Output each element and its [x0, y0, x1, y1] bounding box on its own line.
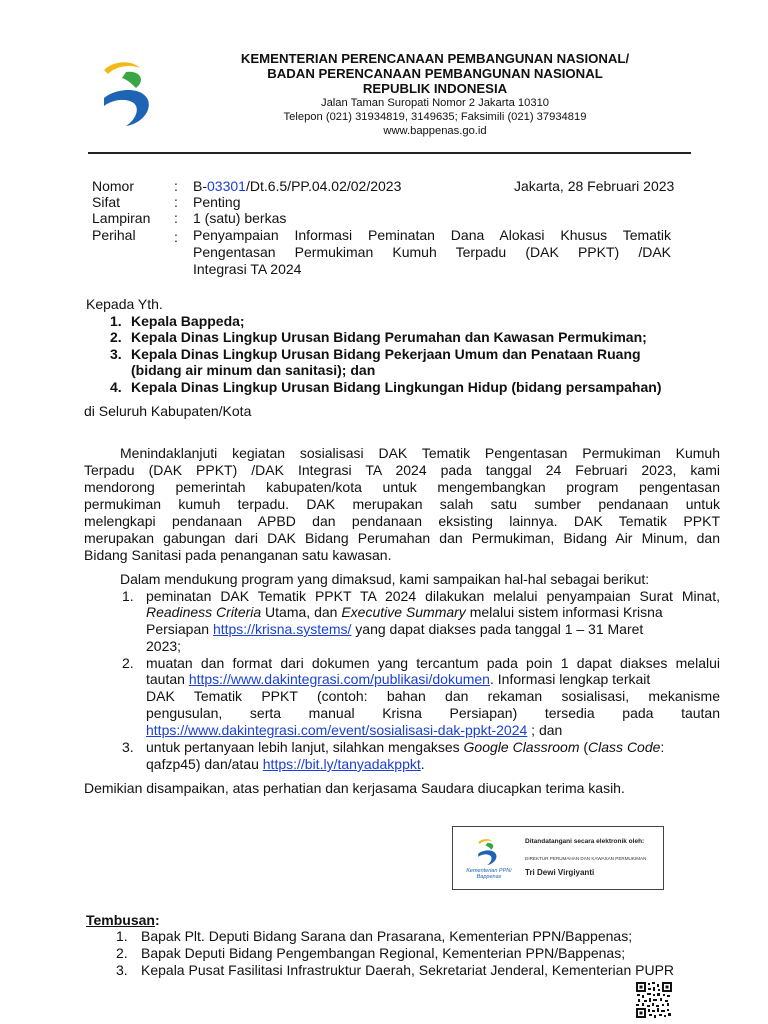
point2-num: 2. — [122, 655, 134, 671]
header-divider — [88, 152, 691, 154]
cc-item-1: Bapak Plt. Deputi Bidang Sarana dan Prasarana, Kementerian PPN/Bappenas; — [141, 928, 633, 944]
letter-date: Jakarta, 28 Februari 2023 — [514, 178, 675, 194]
krisna-link[interactable]: https://krisna.systems/ — [212, 621, 352, 637]
recipient-3: Kepala Dinas Lingkup Urusan Bidang Pekerjaan Umum dan Penataan Ruang — [131, 346, 641, 362]
lampiran-label: Lampiran — [92, 210, 151, 226]
signer-position: DIREKTUR PERUMAHAN DAN KAWASAN PERMUKIMAN — [525, 856, 647, 861]
para1-line7: Bidang Sanitasi pada penanganan satu kawasan. — [84, 547, 392, 563]
ministry-address: Jalan Taman Suropati Nomor 2 Jakarta 10310 — [320, 97, 550, 109]
recipient-4: Kepala Dinas Lingkup Urusan Bidang Lingkungan Hidup (bidang persampahan) — [131, 379, 662, 395]
cc-title: Tembusan: — [86, 912, 160, 928]
signature-logo — [475, 837, 501, 867]
sifat-colon: : — [174, 194, 178, 210]
nomor-number: 03301 — [207, 178, 246, 194]
point1-line2: Readiness Criteria Utama, dan Executive Summary melalui sistem informasi Krisna — [146, 604, 663, 620]
cc-item-2: Bapak Deputi Bidang Pengembangan Regional, Kementerian PPN/Bappenas; — [141, 945, 626, 961]
recipient-3-cont: (bidang air minum dan sanitasi); dan — [131, 362, 376, 378]
logo-blue-swoosh — [104, 90, 149, 126]
lampiran-value: 1 (satu) berkas — [193, 210, 287, 226]
cc-item-3: Kepala Pusat Fasilitasi Infrastruktur Daerah, Sekretariat Jenderal, Kementerian PUPR — [141, 962, 675, 978]
recipient-num-3: 3. — [110, 346, 122, 362]
perihal-line2: Pengentasan Permukiman Kumuh Terpadu (DAK PPKT) /DAK — [193, 244, 671, 260]
tanya-link[interactable]: https://bit.ly/tanyadakppkt — [262, 756, 421, 772]
e-signature-box — [452, 826, 664, 890]
sosialisasi-link[interactable]: https://www.dakintegrasi.com/event/sosialisasi-dak-ppkt-2024 — [146, 722, 528, 738]
perihal-colon: : — [174, 229, 178, 245]
point2-line5: https://www.dakintegrasi.com/event/sosialisasi-dak-ppkt-2024 ; dan — [146, 722, 563, 738]
lampiran-colon: : — [174, 210, 178, 226]
point1-line4: 2023; — [146, 638, 182, 654]
qr-code — [636, 982, 672, 1018]
logo-yellow-swoosh — [104, 62, 140, 74]
point2-line3: DAK Tematik PPKT (contoh: bahan dan rekaman sosialisasi, mekanisme — [146, 688, 720, 704]
perihal-label: Perihal — [92, 227, 136, 243]
point2-line4: pengusulan, serta manual Krisna Persiapan) tersedia pada tautan — [146, 705, 720, 721]
closing-text: Demikian disampaikan, atas perhatian dan kerjasama Saudara diucapkan terima kasih. — [84, 780, 625, 796]
nomor-colon: : — [174, 178, 178, 194]
para1-line1: Menindaklanjuti kegiatan sosialisasi DAK Tematik Pengentasan Permukiman Kumuh — [120, 445, 720, 461]
para1-line3: mendorong pemerintah kabupaten/kota untuk mengembangkan program pengentasan — [84, 479, 720, 495]
point3-num: 3. — [122, 739, 134, 755]
recipient-num-2: 2. — [110, 329, 122, 345]
recipient-2: Kepala Dinas Lingkup Urusan Bidang Perumahan dan Kawasan Permukiman; — [131, 329, 647, 345]
para1-line2: Terpadu (DAK PPKT) /DAK Integrasi TA 2024 pada tanggal 24 Februari 2023, kami — [84, 462, 720, 478]
sifat-value: Penting — [193, 194, 241, 210]
nomor-label: Nomor — [92, 178, 135, 194]
recipient-1: Kepala Bappeda; — [131, 313, 245, 329]
cc-num-2: 2. — [116, 945, 128, 961]
cc-num-3: 3. — [116, 962, 128, 978]
recipient-location: di Seluruh Kabupaten/Kota — [84, 403, 252, 419]
sifat-label: Sifat — [92, 194, 121, 210]
point1-num: 1. — [122, 588, 134, 604]
para1-line6: merupakan gabungan dari DAK Bidang Perumahan dan Permukiman, Bidang Air Minum, dan — [84, 530, 720, 546]
point3-line1: untuk pertanyaan lebih lanjut, silahkan mengakses Google Classroom (Class Code: — [146, 739, 665, 755]
signed-by-label: Ditandatangani secara elektronik oleh: — [525, 838, 645, 845]
ministry-name-line3: REPUBLIK INDONESIA — [362, 81, 508, 96]
signature-logo-caption: Kementerian PPN/ Bappenas — [466, 868, 512, 880]
point1-line1: peminatan DAK Tematik PPKT TA 2024 dilakukan melalui penyampaian Surat Minat, — [146, 588, 720, 604]
ministry-name-line2: BADAN PERENCANAAN PEMBANGUNAN NASIONAL — [267, 66, 603, 81]
perihal-line1: Penyampaian Informasi Peminatan Dana Alokasi Khusus Tematik — [193, 227, 671, 243]
point2-line1: muatan dan format dari dokumen yang tercantum pada poin 1 dapat diakses melalui — [146, 655, 720, 671]
ministry-phone: Telepon (021) 31934819, 3149635; Faksimili (021) 37934819 — [283, 111, 587, 123]
point3-line2: qafzp45) dan/atau https://bit.ly/tanyadakppkt. — [146, 756, 425, 772]
para1-line4: permukiman kumuh terpadu. DAK merupakan salah satu sumber pendanaan untuk — [84, 496, 720, 512]
dokumen-link[interactable]: https://www.dakintegrasi.com/publikasi/dokumen — [188, 671, 490, 687]
para2-intro: Dalam mendukung program yang dimaksud, kami sampaikan hal-hal sebagai berikut: — [120, 571, 650, 587]
greeting: Kepada Yth. — [86, 296, 163, 312]
para1-line5: melengkapi pendanaan APBD dan pendanaan eksisting lainnya. DAK Tematik PPKT — [84, 513, 720, 529]
recipient-num-4: 4. — [110, 379, 122, 395]
point1-line3: Persiapan https://krisna.systems/ yang dapat diakses pada tanggal 1 – 31 Maret — [146, 621, 644, 637]
ministry-name-line1: KEMENTERIAN PERENCANAAN PEMBANGUNAN NASIONAL/ — [240, 51, 630, 66]
perihal-line3: Integrasi TA 2024 — [193, 261, 302, 277]
bappenas-logo — [96, 58, 160, 130]
cc-num-1: 1. — [116, 928, 128, 944]
point2-line2: tautan https://www.dakintegrasi.com/publikasi/dokumen. Informasi lengkap terkait — [146, 671, 651, 687]
logo-green-swoosh — [122, 72, 141, 88]
recipient-num-1: 1. — [110, 313, 122, 329]
signer-name: Tri Dewi Virgiyanti — [525, 868, 595, 877]
ministry-website: www.bappenas.go.id — [383, 125, 487, 137]
nomor-value: B-03301/Dt.6.5/PP.04.02/02/2023 — [193, 178, 402, 194]
